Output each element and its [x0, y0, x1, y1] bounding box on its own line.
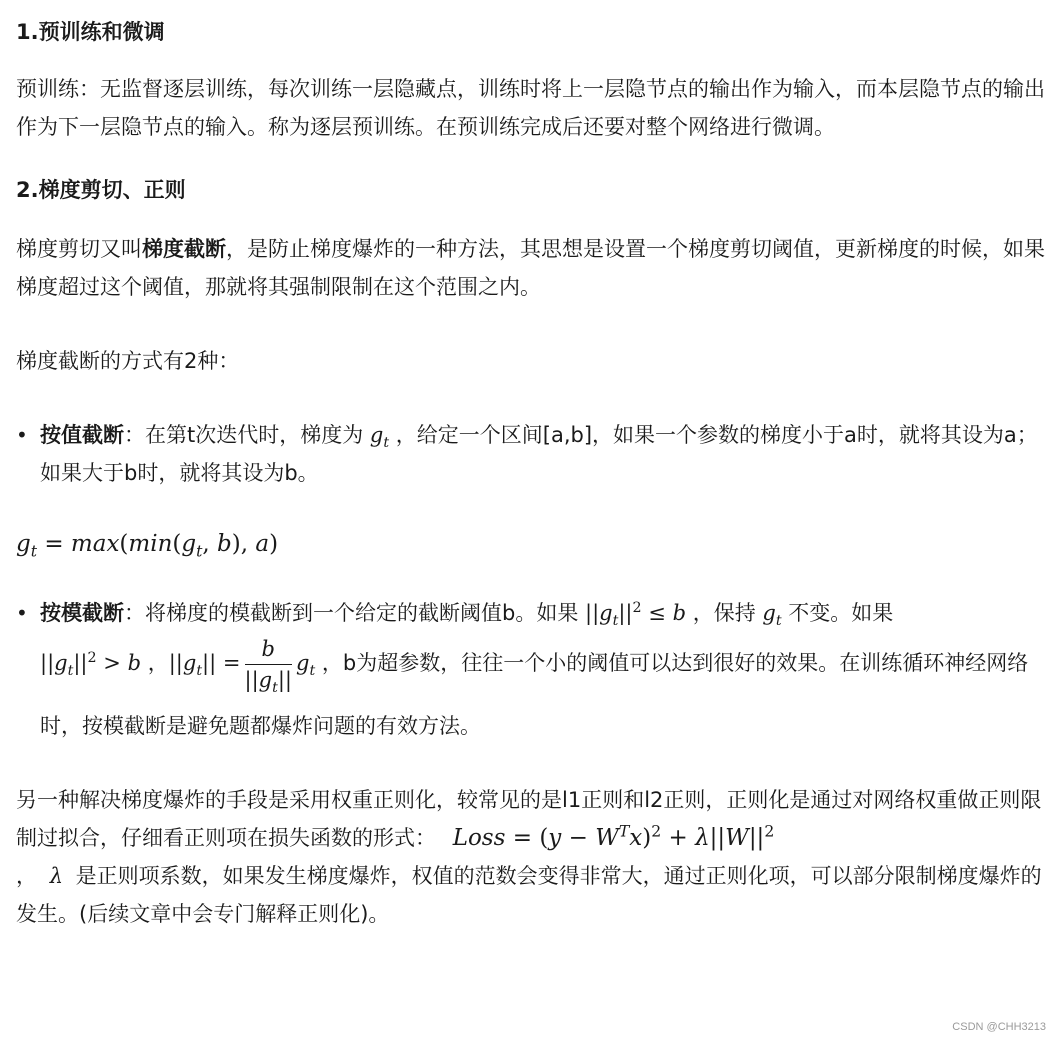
list-item-value-clipping	[16, 416, 1048, 492]
text-segment: 不变。如果	[781, 601, 894, 625]
text-segment: ：在第t次迭代时，梯度为	[124, 423, 370, 447]
math-loss-formula: Loss = $(y - W^Tx)^2 + \lambda||W||^2$	[452, 820, 775, 851]
text-segment: ，	[141, 651, 169, 675]
math-norm-gt-b: $||g_t||^2 > b$	[40, 650, 142, 680]
formula-clip-value: $g_t = \max(\min(g_t$, b), a)	[16, 531, 279, 561]
text-segment: ，是防止梯度爆炸的一种方法，其思想是设置一个梯度剪切阈值，更新梯度的时候，如果梯度超过这个阈值，那就将其强制限制在这个范围之内。	[16, 237, 1045, 299]
math-g-t: $g_t$	[369, 423, 390, 452]
watermark: CSDN @CHH3213	[952, 1021, 1046, 1033]
text-segment: ，b为超参数，往往一个小的阈值可以达到很好的效果。在训练循环神经网络时，按模截断是避免题都爆炸问题的有效方法。	[40, 651, 1029, 738]
bullet-icon: •	[16, 601, 28, 625]
bold-term: 按值截断	[40, 423, 124, 447]
paragraph-clipping-methods: 梯度截断的方式有2种：	[16, 349, 240, 373]
text-segment: 是正则项系数，如果发生梯度爆炸，权值的范数会变得非常大，通过正则化项，可以部分限制梯度爆炸的发生。(后续文章中会专门解释正则化)。	[16, 863, 1042, 926]
paragraph-gradient-clipping	[16, 230, 1048, 306]
text-segment: 另一种解决梯度爆炸的手段是采用权重正则化，较常见的是l1正则和l2正则，正则化是通过对网络权重做正则限制过拟合，仔细看正则项在损失函数的形式：	[16, 787, 1042, 850]
paragraph-regularization	[16, 781, 1048, 933]
text-segment: ，给定一个区间[a,b]，如果一个参数的梯度小于a时，就将其设为a；如果大于b时，就将其设为b。	[40, 423, 1038, 485]
section-heading-2: 2.梯度剪切、正则	[16, 178, 186, 202]
text-segment: ，	[16, 863, 37, 888]
bold-term: 按模截断	[40, 601, 124, 625]
math-g-t: $g_t$	[762, 601, 782, 630]
fraction: $\frac{b}{||g_t||}$	[245, 634, 293, 695]
bullet-icon: •	[16, 423, 28, 447]
list-item-norm-clipping	[16, 594, 1048, 757]
section-heading-1: 1.预训练和微调	[16, 20, 165, 44]
bold-term: 梯度截断	[142, 237, 226, 261]
text-segment: 梯度剪切又叫	[16, 237, 142, 261]
text-segment: ，保持	[686, 601, 763, 625]
math-norm-le-b: $||g_t||^2 \le b$	[585, 600, 687, 630]
text-segment: ：将梯度的模截断到一个给定的截断阈值b。如果	[124, 601, 586, 625]
article-body	[16, 14, 1048, 933]
paragraph-pretraining: 预训练：无监督逐层训练，每次训练一层隐藏点，训练时将上一层隐节点的输出作为输入，而本层隐节点的输出作为下一层隐节点的输入。称为逐层预训练。在预训练完成后还要对整个网络进行微调。	[16, 77, 1045, 139]
math-norm-rescale: $||g_t||$ = $\frac{b}{||g_t||}$ $g_t$	[169, 651, 315, 675]
math-lambda: λ	[49, 863, 63, 888]
